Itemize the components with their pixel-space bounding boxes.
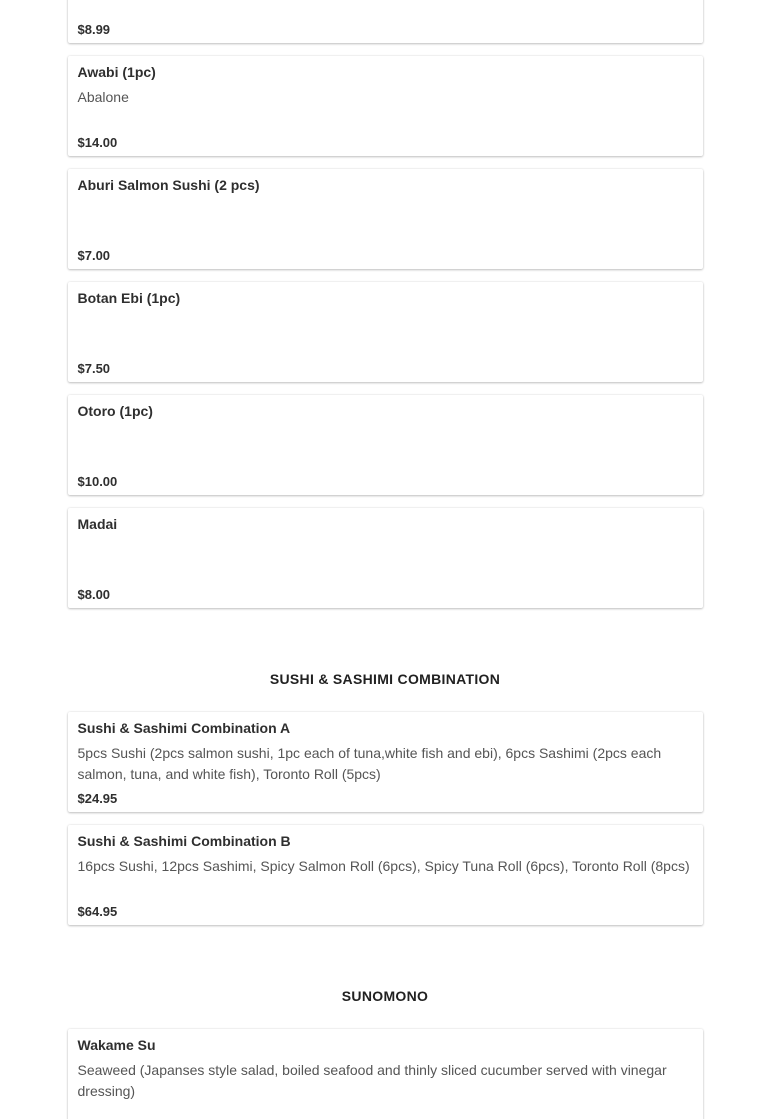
menu-item-card[interactable] [68,169,703,269]
menu-item-card[interactable] [68,282,703,382]
section-heading-sushi-sashimi-combination: SUSHI & SASHIMI COMBINATION [269,671,501,687]
item-price: $24.95 [77,791,118,806]
item-price: $7.50 [77,361,111,376]
item-name: Sushi & Sashimi Combination B [77,833,291,849]
item-price: $14.00 [77,135,118,150]
item-name: Botan Ebi (1pc) [77,290,181,306]
item-name: Wakame Su [77,1037,156,1053]
menu-item-card[interactable] [68,825,703,925]
item-price: $8.00 [77,587,111,602]
item-name: Aburi Salmon Sushi (2 pcs) [77,177,260,193]
section-heading-sunomono: SUNOMONO [341,988,429,1004]
item-name: Madai [77,516,118,532]
item-description: Seaweed (Japanses style salad, boiled seafood and thinly sliced cucumber served with vinegar dressing) [77,1062,667,1099]
item-name: Awabi (1pc) [77,64,156,80]
menu-item-card[interactable] [68,0,703,43]
item-price: $8.99 [77,22,111,37]
menu-item-card[interactable] [68,712,703,812]
item-description: 5pcs Sushi (2pcs salmon sushi, 1pc each of tuna,white fish and ebi), 6pcs Sashimi (2pcs each salmon, tuna, and white fish), Toronto Roll (5pcs) [77,745,662,782]
menu-item-card[interactable] [68,395,703,495]
menu-item-card[interactable] [68,1029,703,1119]
item-description: 16pcs Sushi, 12pcs Sashimi, Spicy Salmon Roll (6pcs), Spicy Tuna Roll (6pcs), Toronto Roll (8pcs) [77,858,690,874]
item-description: Abalone [77,89,129,105]
item-price: $7.00 [77,248,111,263]
item-price: $10.00 [77,474,118,489]
menu-item-card[interactable] [68,56,703,156]
menu-list [68,0,703,1119]
menu-item-card[interactable] [68,508,703,608]
item-name: Sushi & Sashimi Combination A [77,720,291,736]
item-name: Otoro (1pc) [77,403,153,419]
item-price: $64.95 [77,904,118,919]
